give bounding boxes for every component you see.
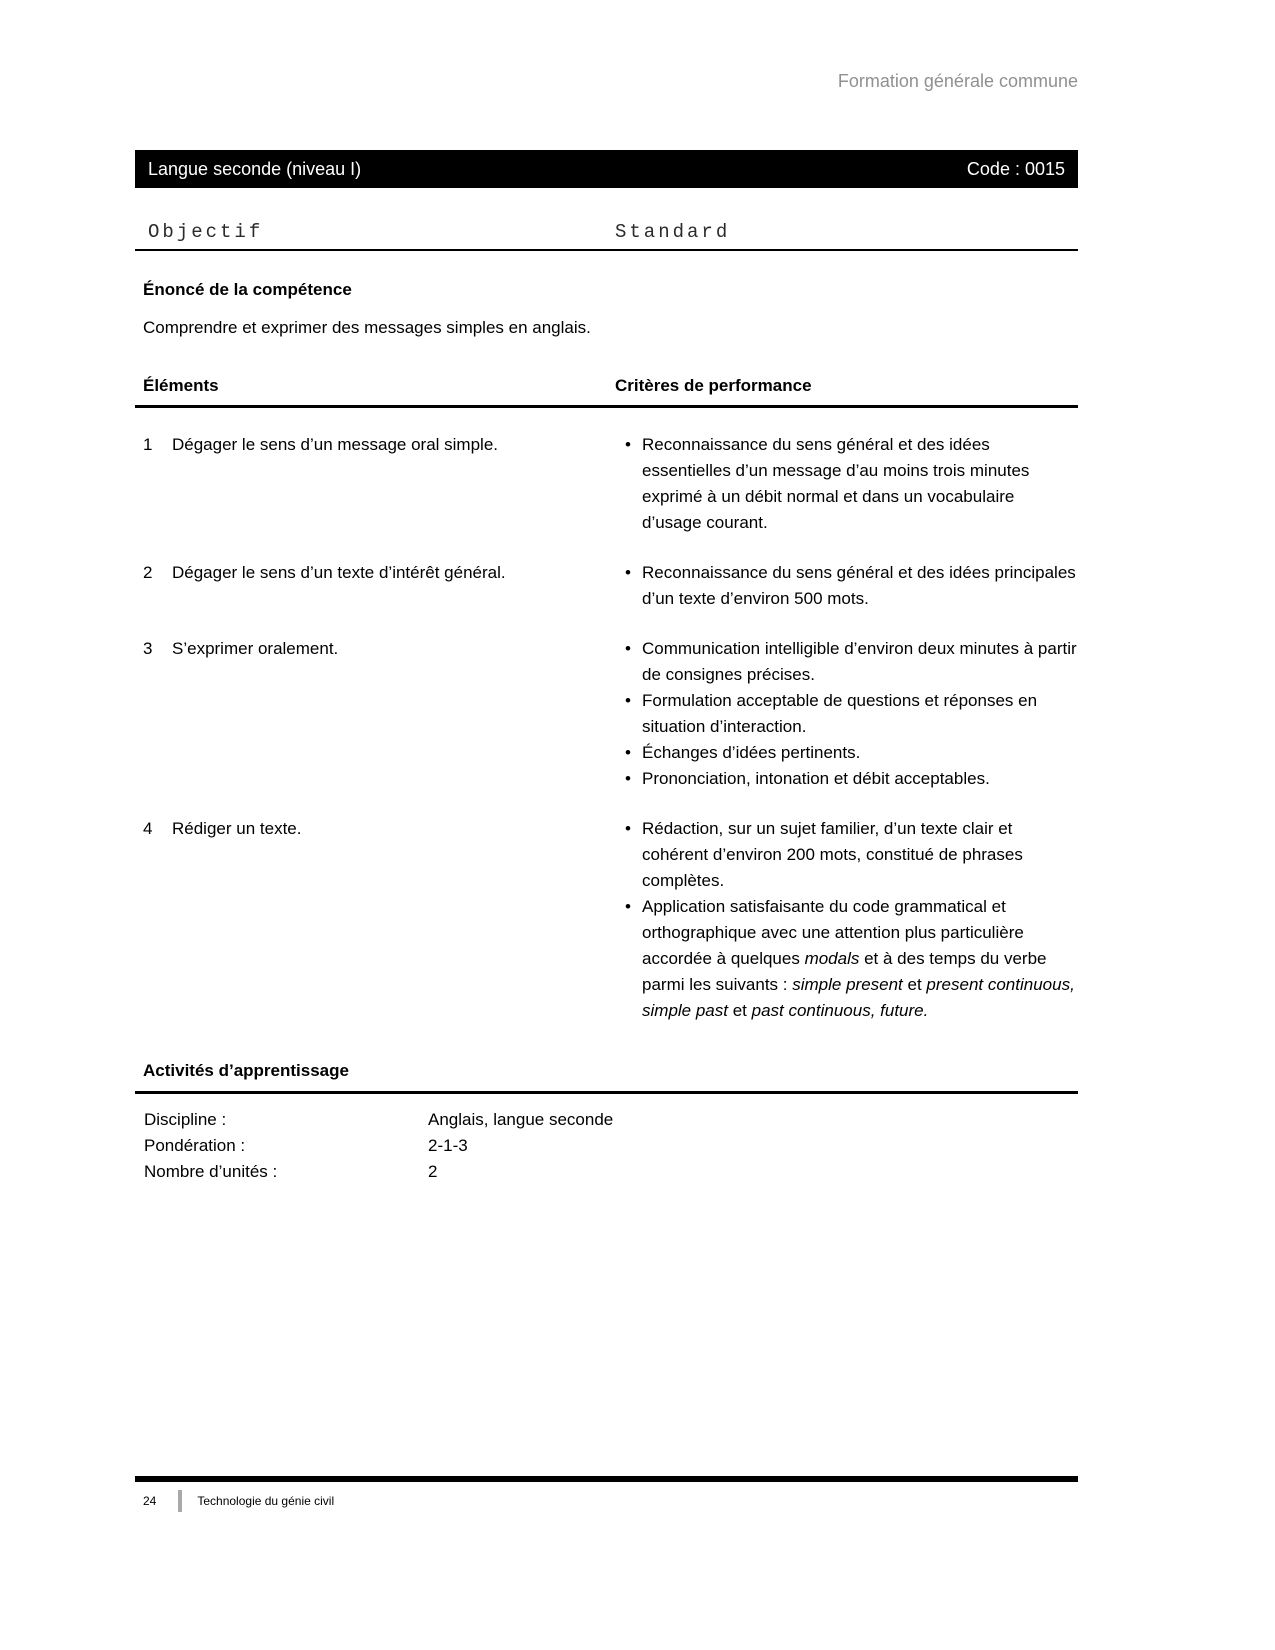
- field-label: Pondération :: [144, 1136, 246, 1155]
- criteria-item: • Reconnaissance du sens général et des idées essentielles d’un message d’au moins trois minutes exprimé à un débit normal et dans un vocabulaire d’usage courant.: [625, 432, 1078, 536]
- element-cell: [135, 560, 615, 612]
- criteria-text-part: et à des temps du verbe parmi les suivants :: [642, 949, 1047, 994]
- criteria-item: • Formulation acceptable de questions et réponses en situation d’interaction.: [625, 688, 1078, 740]
- criteria-item: • Échanges d’idées pertinents.: [625, 740, 1078, 766]
- table-row: [135, 816, 1078, 1024]
- element-cell: [135, 636, 615, 792]
- element-number: 2: [143, 563, 153, 582]
- course-code: Code : 0015: [966, 159, 1065, 179]
- element-text: Dégager le sens d’un message oral simple.: [172, 435, 499, 454]
- field-value: Anglais, langue seconde: [428, 1110, 614, 1129]
- competence-heading: Énoncé de la compétence: [143, 280, 352, 299]
- field-label: Discipline :: [144, 1110, 227, 1129]
- table-header: [135, 373, 1078, 399]
- table-header-rule: [135, 405, 1078, 408]
- criteria-item: • Rédaction, sur un sujet familier, d’un texte clair et cohérent d’environ 200 mots, constitué de phrases complètes.: [625, 816, 1078, 894]
- headings-rule: [135, 249, 1078, 251]
- criteria-item: • Reconnaissance du sens général et des idées principales d’un texte d’environ 500 mots.: [625, 560, 1078, 612]
- page-content: [135, 70, 1078, 1185]
- title-bar: [135, 150, 1078, 188]
- element-number: 4: [143, 819, 153, 838]
- table-row: [135, 432, 1078, 536]
- criteria-list: [615, 816, 1078, 1024]
- element-cell: [135, 432, 615, 536]
- activities-rule: [135, 1091, 1078, 1094]
- objectif-heading: Objectif: [148, 221, 264, 243]
- activities-fields: [135, 1107, 1078, 1185]
- field-row: [135, 1133, 1078, 1159]
- element-number: 1: [143, 435, 153, 454]
- elements-heading: Éléments: [143, 376, 219, 395]
- footer-divider: [178, 1490, 182, 1512]
- activities-heading: Activités d’apprentissage: [143, 1061, 349, 1080]
- running-header: Formation générale commune: [837, 71, 1078, 91]
- criteria-list: [615, 432, 1078, 536]
- standard-heading: Standard: [615, 221, 731, 243]
- criteria-list: [615, 636, 1078, 792]
- criteria-item: [625, 894, 1078, 1024]
- criteria-list: [615, 560, 1078, 612]
- competence-statement: Comprendre et exprimer des messages simples en anglais.: [143, 318, 591, 337]
- field-value: 2: [428, 1162, 438, 1181]
- field-row: [135, 1159, 1078, 1185]
- criteria-item: • Communication intelligible d’environ deux minutes à partir de consignes précises.: [625, 636, 1078, 688]
- page-number: 24: [143, 1494, 157, 1508]
- criteria-item: • Prononciation, intonation et débit acceptables.: [625, 766, 1078, 792]
- criteria-text-part: et: [902, 975, 927, 994]
- element-text: Dégager le sens d’un texte d’intérêt général.: [172, 563, 506, 582]
- criteria-italic-part: past continuous, future.: [751, 1001, 929, 1020]
- program-name: Technologie du génie civil: [197, 1494, 335, 1508]
- element-cell: [135, 816, 615, 1024]
- element-text: Rédiger un texte.: [172, 819, 302, 838]
- column-headings: [135, 220, 1078, 244]
- table-row: [135, 560, 1078, 612]
- criteria-italic-part: simple present: [792, 975, 903, 994]
- table-row: [135, 636, 1078, 792]
- criteria-italic-part: modals: [804, 949, 860, 968]
- course-title: Langue seconde (niveau I): [148, 159, 362, 179]
- element-text: S’exprimer oralement.: [172, 639, 339, 658]
- field-row: [135, 1107, 1078, 1133]
- criteria-text-part: Application satisfaisante du code grammatical et orthographique avec une attention plus particulière accordée à quelques: [642, 897, 1024, 968]
- footer-meta: [135, 1490, 1078, 1512]
- footer-rule: [135, 1476, 1078, 1482]
- field-value: 2-1-3: [428, 1136, 468, 1155]
- element-number: 3: [143, 639, 153, 658]
- page-footer: [135, 1476, 1078, 1512]
- field-label: Nombre d’unités :: [144, 1162, 278, 1181]
- criteria-text-part: et: [727, 1001, 752, 1020]
- criteria-heading: Critères de performance: [615, 376, 812, 395]
- criteria-italic-part: present continuous, simple past: [642, 975, 1075, 1020]
